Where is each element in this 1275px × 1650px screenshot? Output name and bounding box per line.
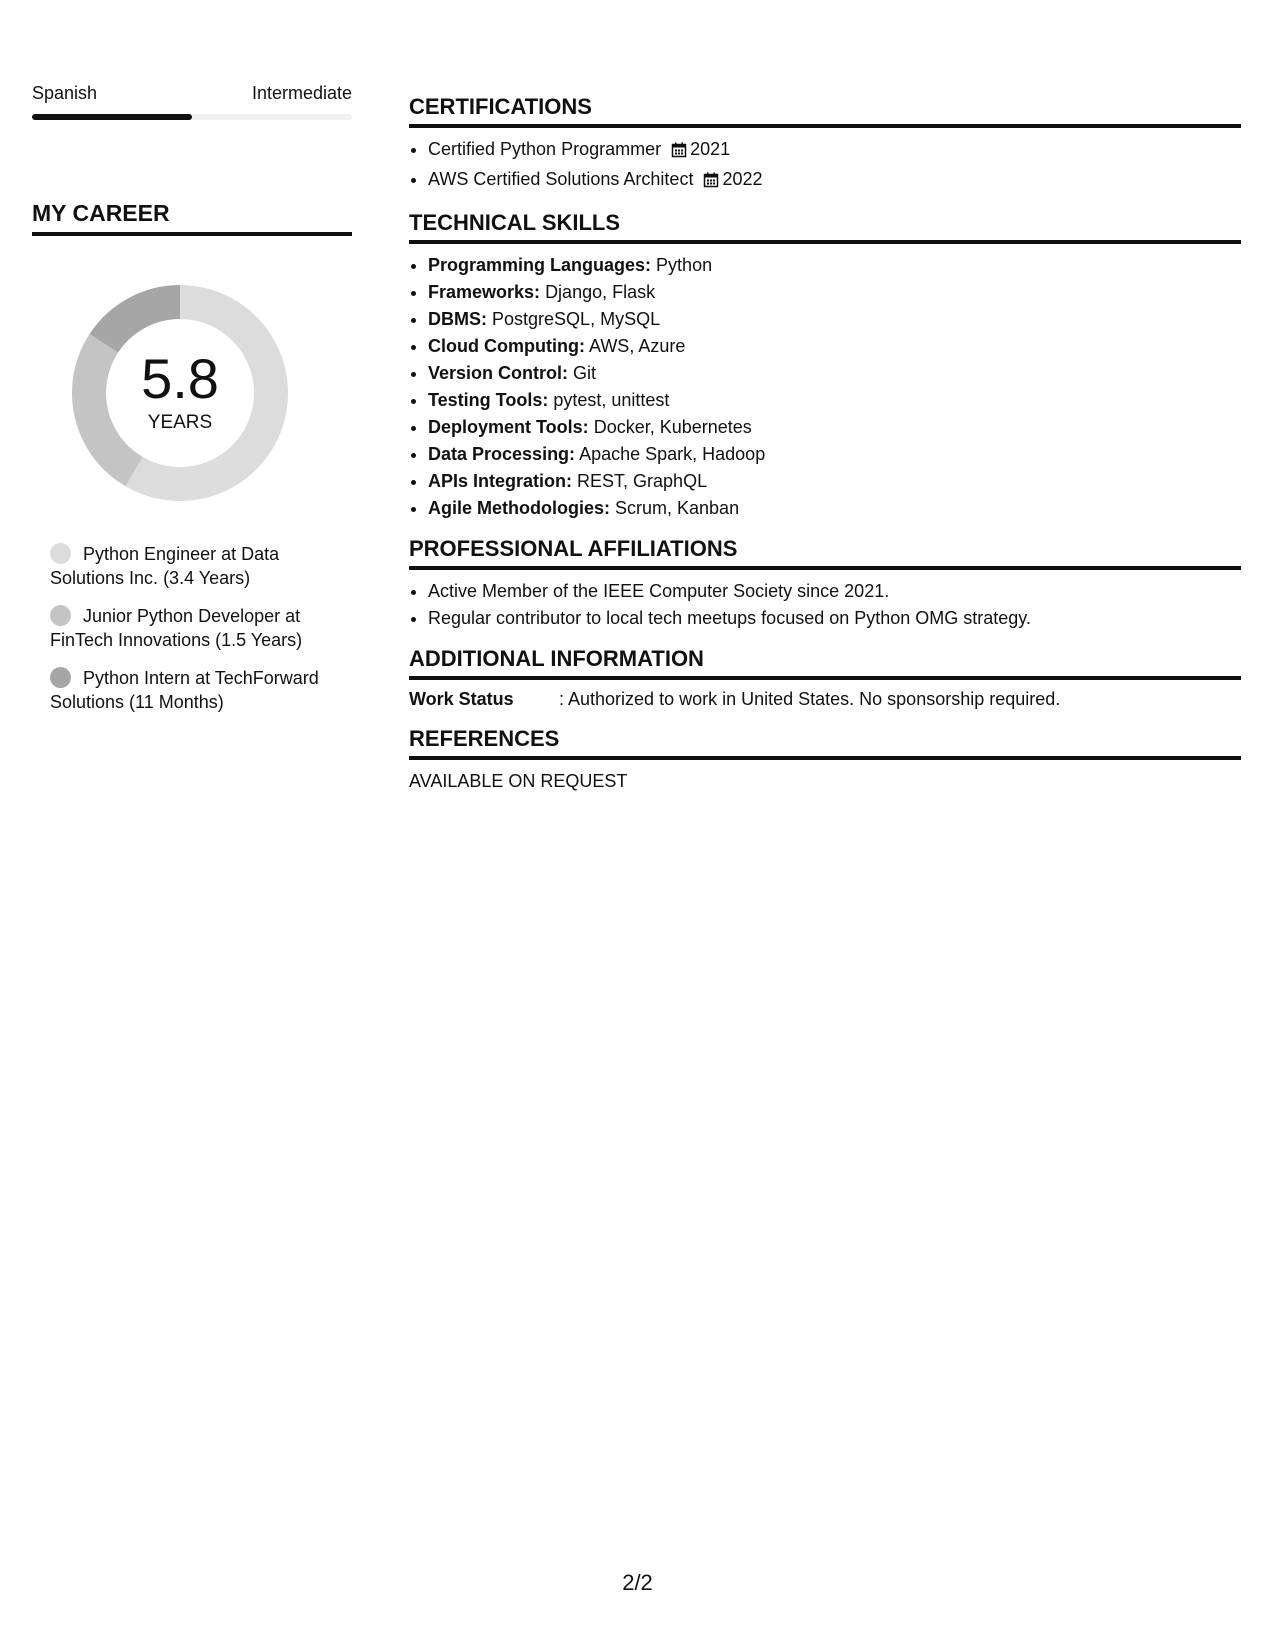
certifications-list [409,136,1241,196]
technical-skills-heading: TECHNICAL SKILLS [409,208,1241,244]
skill-item [428,495,1241,522]
page-number: 2/2 [622,1570,653,1595]
certifications-section [409,92,1241,196]
career-item [50,666,352,714]
language-proficiency-bar [32,114,352,120]
skill-name: Deployment Tools: [428,417,589,437]
skill-value: AWS, Azure [588,336,686,356]
certification-name: AWS Certified Solutions Architect [428,169,694,189]
certification-year: 2021 [690,139,731,159]
skill-value: Git [573,363,597,383]
certification-year: 2022 [722,169,763,189]
additional-info-section [409,644,1241,712]
skill-name: Frameworks: [428,282,541,302]
skill-name: Agile Methodologies: [428,498,610,518]
skill-value: PostgreSQL, MySQL [492,309,661,329]
references-section [409,724,1241,794]
language-entry [32,78,352,120]
certification-item [428,166,1241,196]
skill-value: REST, GraphQL [577,471,708,491]
career-donut-chart [65,278,295,508]
skill-name: Data Processing: [428,444,576,464]
affiliation-item: • Active Member of the IEEE Computer Society since 2021. [428,578,1241,605]
calendar-icon [703,169,719,196]
language-level: Intermediate [251,83,352,103]
career-heading: MY CAREER [32,198,352,236]
career-legend-dot [50,667,71,688]
calendar-icon [671,139,687,166]
career-legend [32,542,352,714]
skill-item [428,252,1241,279]
references-text: AVAILABLE ON REQUEST [409,771,628,791]
skill-name: APIs Integration: [428,471,573,491]
additional-info-heading: ADDITIONAL INFORMATION [409,644,1241,680]
certification-name: Certified Python Programmer [428,139,662,159]
language-proficiency-fill [32,114,192,120]
skill-item [428,333,1241,360]
career-item-label: Python Intern at TechForward Solutions (11 Months) [50,668,319,712]
career-item [50,542,352,590]
certifications-heading: CERTIFICATIONS [409,92,1241,128]
skill-item [428,468,1241,495]
skill-name: Cloud Computing: [428,336,585,356]
career-total-unit: YEARS [147,412,213,433]
skill-item [428,387,1241,414]
work-status-row [409,686,1241,712]
affiliations-heading: PROFESSIONAL AFFILIATIONS [409,534,1241,570]
skill-item [428,441,1241,468]
skill-value: Docker, Kubernetes [593,417,752,437]
skill-name: DBMS: [428,309,487,329]
right-column [409,92,1241,806]
skill-item [428,360,1241,387]
skill-name: Testing Tools: [428,390,549,410]
skill-item [428,279,1241,306]
career-total-value: 5.8 [141,347,219,410]
skill-value: Python [656,255,713,275]
language-name: Spanish [32,83,98,103]
career-item-label: Python Engineer at Data Solutions Inc. (3.4 Years) [50,544,280,588]
career-legend-dot [50,543,71,564]
skill-value: Django, Flask [545,282,656,302]
skill-value: Apache Spark, Hadoop [579,444,766,464]
certification-item [428,136,1241,166]
work-status-label: Work Status [409,689,514,709]
donut-center [65,278,295,508]
affiliation-item: • Regular contributor to local tech meetups focused on Python OMG strategy. [428,605,1241,632]
skill-value: pytest, unittest [553,390,670,410]
work-status-value: : Authorized to work in United States. No sponsorship required. [559,689,1061,709]
career-legend-dot [50,605,71,626]
technical-skills-section [409,208,1241,522]
career-item [50,604,352,652]
career-item-label: Junior Python Developer at FinTech Innovations (1.5 Years) [50,606,303,650]
skill-item [428,306,1241,333]
affiliations-list [409,578,1241,632]
skill-value: Scrum, Kanban [615,498,740,518]
skill-name: Programming Languages: [428,255,652,275]
skill-name: Version Control: [428,363,569,383]
skill-item [428,414,1241,441]
references-heading: REFERENCES [409,724,1241,760]
left-column [32,78,352,728]
affiliations-section [409,534,1241,632]
language-row [32,78,352,108]
technical-skills-list [409,252,1241,522]
